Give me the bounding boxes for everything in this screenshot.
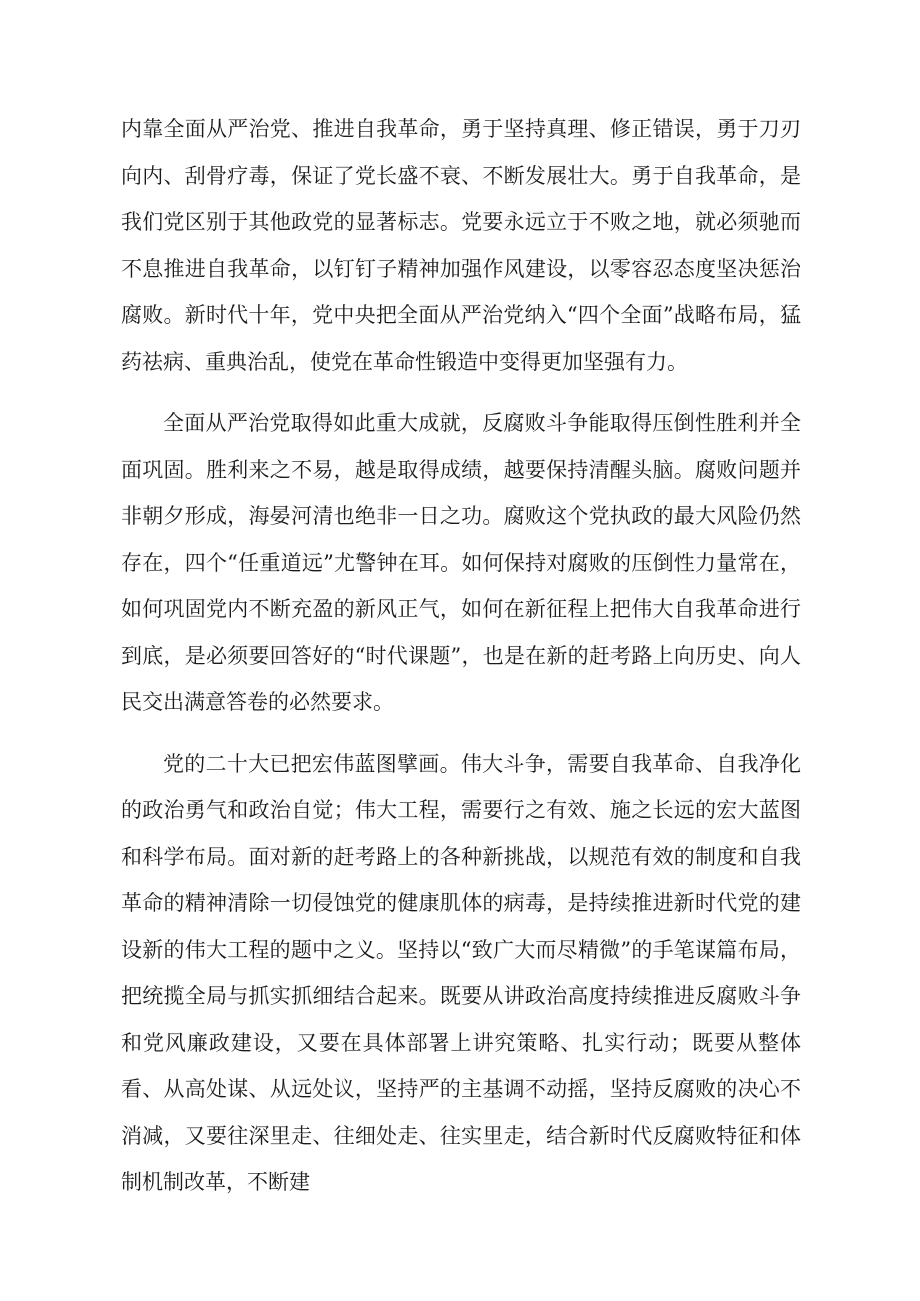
document-body [121,106,801,1221]
paragraph-1: 内靠全面从严治党、推进自我革命，勇于坚持真理、修正错误，勇于刀刃向内、刮骨疗毒，保证了党长盛不衰、不断发展壮大。勇于自我革命，是我们党区别于其他政党的显著标志。党要永远立于不败之地，就必须驰而不息推进自我革命，以钉钉子精神加强作风建设，以零容忍态度坚决惩治腐败。新时代十年，党中央把全面从严治党纳入“四个全面”战略布局，猛药祛病、重典治乱，使党在革命性锻造中变得更加坚强有力。 [121,117,801,374]
paragraph-2: 全面从严治党取得如此重大成就，反腐败斗争能取得压倒性胜利并全面巩固。胜利来之不易，越是取得成绩，越要保持清醒头脑。腐败问题并非朝夕形成，海晏河清也绝非一日之功。腐败这个党执政的最大风险仍然存在，四个“任重道远”尤警钟在耳。如何保持对腐败的压倒性力量常在，如何巩固党内不断充盈的新风正气，如何在新征程上把伟大自我革命进行到底，是必须要回答好的“时代课题”，也是在新的赶考路上向历史、向人民交出满意答卷的必然要求。 [121,411,801,714]
paragraph-3: 党的二十大已把宏伟蓝图擘画。伟大斗争，需要自我革命、自我净化的政治勇气和政治自觉；伟大工程，需要行之有效、施之长远的宏大蓝图和科学布局。面对新的赶考路上的各种新挑战，以规范有效的制度和自我革命的精神清除一切侵蚀党的健康肌体的病毒，是持续推进新时代党的建设新的伟大工程的题中之义。坚持以“致广大而尽精微”的手笔谋篇布局，把统揽全局与抓实抓细结合起来。既要从讲政治高度持续推进反腐败斗争和党风廉政建设，又要在具体部署上讲究策略、扎实行动；既要从整体看、从高处谋、从远处议，坚持严的主基调不动摇，坚持反腐败的决心不消减，又要往深里走、往细处走、往实里走，结合新时代反腐败特征和体制机制改革，不断建 [121,751,801,1194]
